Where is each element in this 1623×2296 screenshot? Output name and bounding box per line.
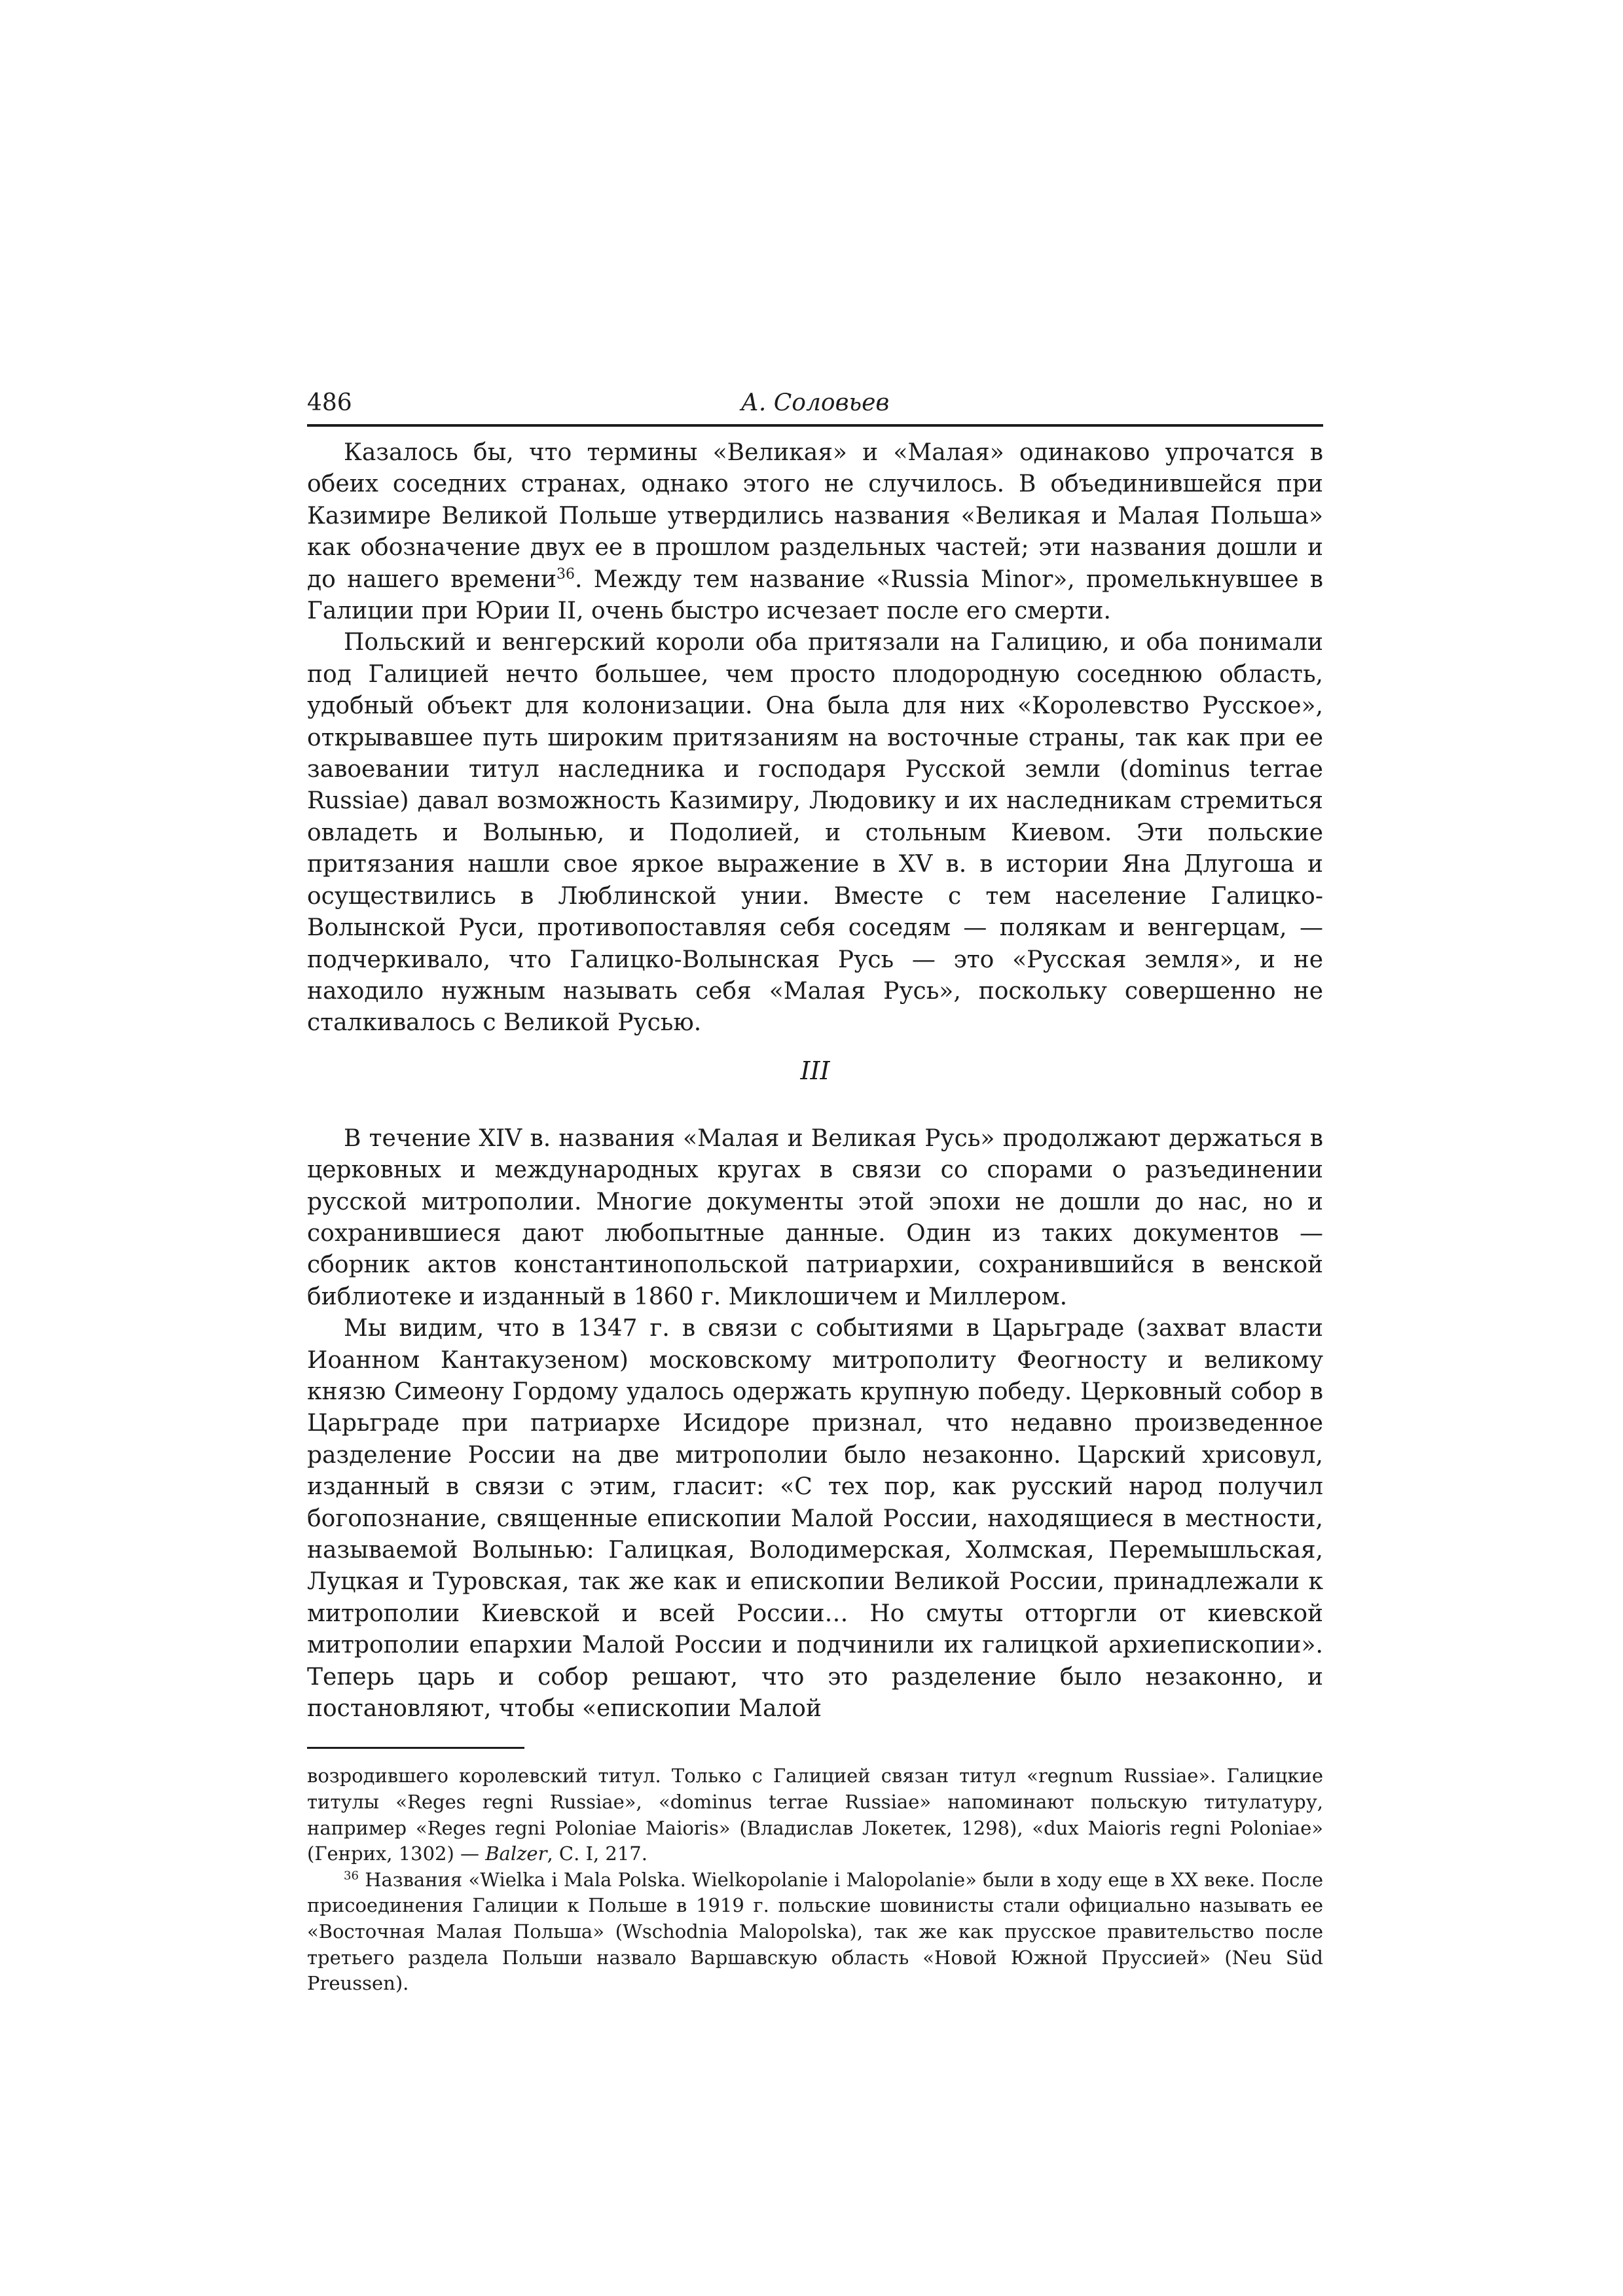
paragraph-4: Мы видим, что в 1347 г. в связи с событиями в Царьграде (захват власти Иоанном Кантакузеном) московскому митрополиту Феогносту и великому князю Симеону Гордому удалось одержать крупную победу. Церковный собор в Царьграде при патриархе Исидоре признал, что недавно произведенное разделение России на две митрополии было незаконно. Царский хрисовул, изданный в связи с этим, гласит: «С тех пор, как русский народ получил богопознание, священные епископии Малой России, находящиеся в местности, называемой Волынью: Галицкая, Володимерская, Холмская, Перемышльская, Луцкая и Туровская, так же как и епископии Великой России, принадлежали к митрополии Киевской и всей России… Но смуты отторгли от киевской митрополии епархии Малой России и подчинили их галицкой архиепископии». Теперь царь и собор решают, что это разделение было незаконно, и постановляют, чтобы «епископии Малой [307, 1315, 1323, 1723]
footnote-36-number: 36 [344, 1869, 359, 1883]
footnote-separator [307, 1747, 524, 1749]
main-text [307, 437, 1323, 1725]
footnote-continued-text-b: , С. I, 217. [547, 1842, 647, 1865]
footnote-36-text: Названия «Wielka i Mala Polska. Wielkopolanie i Malopolanie» были в ходу еще в XX веке. После присоединения Галиции к Польше в 1919 г. польские шовинисты стали официально называть ее «Восточная Малая Польша» (Wschodnia Malopolska), так же как прусское правительство после третьего раздела Польши назвало Варшавскую область «Новой Южной Пруссией» (Neu Süd Preussen). [307, 1868, 1323, 1995]
running-header [307, 380, 1323, 427]
running-title-author: А. Соловьев [740, 389, 890, 416]
paragraph-1-text-a: Казалось бы, что термины «Великая» и «Малая» одинаково упрочатся в обеих соседних странах, однако этого не случилось. В объединившейся при Казимире Великой Польше утвердились названия «Великая и Малая Польша» как обозначение двух ее в прошлом раздельных частей; эти названия дошли и до нашего времени [307, 439, 1323, 593]
paragraph-2: Польский и венгерский короли оба притязали на Галицию, и оба понимали под Галицией нечто большее, чем просто плодородную соседнюю область, удобный объект для колонизации. Она была для них «Королевство Русское», открывавшее путь широким притязаниям на восточные страны, так как при ее завоевании титул наследника и господаря Русской земли (dominus terrae Russiae) давал возможность Казимиру, Людовику и их наследникам стремиться овладеть и Волынью, и Подолией, и стольным Киевом. Эти польские притязания нашли свое яркое выражение в XV в. в истории Яна Длугоша и осуществились в Люблинской унии. Вместе с тем население Галицко-Волынской Руси, противопоставляя себя соседям — полякам и венгерцам, — подчеркивало, что Галицко-Волынская Русь — это «Русская земля», и не находило нужным называть себя «Малая Русь», поскольку совершенно не сталкивалось с Великой Русью. [307, 629, 1323, 1037]
paragraph-1 [307, 437, 1323, 627]
paragraph-1-text-b: . Между тем название «Russia Minor», промелькнувшее в Галиции при Юрии II, очень быстро исчезает после его смерти. [307, 565, 1324, 625]
book-page [307, 380, 1323, 2068]
footnote-continued-text-a: возродившего королевский титул. Только с Галицией связан титул «regnum Russiae». Галицкие титулы «Reges regni Russiae», «dominus terrae Russiae» напоминают польскую титулатуру, например «Reges regni Poloniae Maioris» (Владислав Локетек, 1298), «dux Maioris regni Poloniae» (Генрих, 1302) — [307, 1765, 1323, 1865]
paragraph-3: В течение XIV в. названия «Малая и Великая Русь» продолжают держаться в церковных и международных кругах в связи со спорами о разъединении русской митрополии. Многие документы этой эпохи не дошли до нас, но и сохранившиеся дают любопытные данные. Один из таких документов — сборник актов константинопольской патриархии, сохранившийся в венской библиотеке и изданный в 1860 г. Миклошичем и Миллером. [307, 1124, 1323, 1310]
footnotes [307, 1763, 1323, 1996]
footnote-author-citation: Balzer [485, 1842, 547, 1865]
page-number: 486 [307, 389, 352, 416]
footnote-36 [307, 1867, 1323, 1997]
footnote-reference-36: 36 [556, 565, 575, 583]
footnote-continued [307, 1763, 1323, 1867]
section-heading: III [800, 1056, 830, 1085]
